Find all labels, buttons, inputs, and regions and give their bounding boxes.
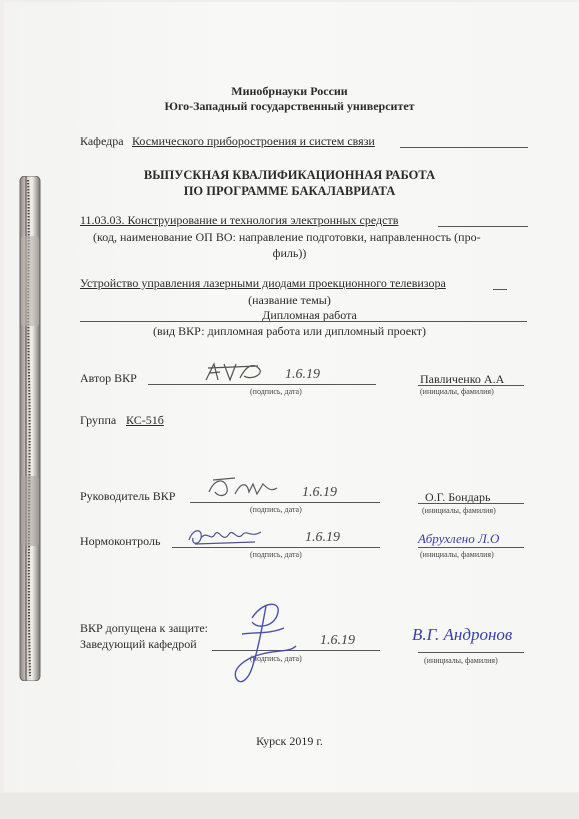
background-surface (0, 793, 579, 819)
topic-underline (493, 289, 507, 290)
head-name-underline (418, 652, 524, 653)
author-name-underline (418, 385, 524, 386)
group-value: КС-51б (126, 413, 164, 427)
supervisor-signature (205, 474, 280, 502)
author-name-caption: (инициалы, фамилия) (420, 387, 494, 396)
author-name: Павличенко А.А (420, 372, 505, 386)
department-underline (400, 147, 528, 148)
group-label: Группа (80, 413, 117, 427)
university-heading: Юго-Западный государственный университет (164, 99, 415, 113)
supervisor-label: Руководитель ВКР (80, 489, 176, 503)
head-date: 1.6.19 (320, 633, 355, 648)
head-name-caption: (инициалы, фамилия) (424, 656, 498, 665)
vkr-type-underline (80, 321, 527, 322)
program-caption-line1: (код, наименование ОП ВО: направление подготовки, направленность (про- (93, 230, 481, 244)
author-signature (200, 358, 270, 388)
normcontrol-label: Нормоконтроль (80, 534, 161, 548)
author-sign-caption: (подпись, дата) (250, 387, 302, 396)
work-title-line2: ПО ПРОГРАММЕ БАКАЛАВРИАТА (183, 184, 396, 198)
normcontrol-date: 1.6.19 (305, 530, 340, 545)
topic-value: Устройство управления лазерными диодами проекционного телевизора (80, 276, 446, 290)
supervisor-sign-line (190, 502, 380, 503)
head-sign-caption: (подпись, дата) (250, 654, 302, 663)
ministry-heading: Минобрнауки России (231, 84, 348, 98)
department-value: Космического приборостроения и систем связи (132, 134, 375, 148)
supervisor-name-caption: (инициалы, фамилия) (422, 506, 496, 515)
vkr-type-value: Дипломная работа (262, 308, 357, 322)
author-label: Автор ВКР (80, 371, 137, 385)
supervisor-name-underline (418, 503, 524, 504)
normcontrol-sign-caption: (подпись, дата) (250, 550, 302, 559)
author-date: 1.6.19 (285, 367, 320, 382)
city-year: Курск 2019 г. (256, 734, 323, 748)
department-label: Кафедра (80, 134, 124, 148)
admitted-text: ВКР допущена к защите: (80, 621, 208, 635)
topic-caption: (название темы) (248, 293, 331, 307)
head-name: В.Г. Андронов (412, 625, 513, 644)
work-title-line1: ВЫПУСКНАЯ КВАЛИФИКАЦИОННАЯ РАБОТА (143, 168, 436, 182)
head-label: Заведующий кафедрой (80, 637, 197, 651)
normcontrol-name-underline (418, 547, 524, 548)
normcontrol-name: Абрухлено Л.О (418, 531, 500, 546)
program-caption-line2: филь)) (272, 246, 307, 260)
supervisor-sign-caption: (подпись, дата) (250, 505, 302, 514)
supervisor-date: 1.6.19 (302, 485, 337, 500)
program-value: 11.03.03. Конструирование и технология электронных средств (80, 213, 399, 227)
program-underline (438, 226, 528, 227)
head-signature (222, 598, 302, 690)
supervisor-name: О.Г. Бондарь (425, 490, 491, 504)
normcontrol-signature (185, 524, 265, 550)
normcontrol-name-caption: (инициалы, фамилия) (420, 550, 494, 559)
vkr-type-caption: (вид ВКР: дипломная работа или дипломный проект) (152, 324, 427, 338)
